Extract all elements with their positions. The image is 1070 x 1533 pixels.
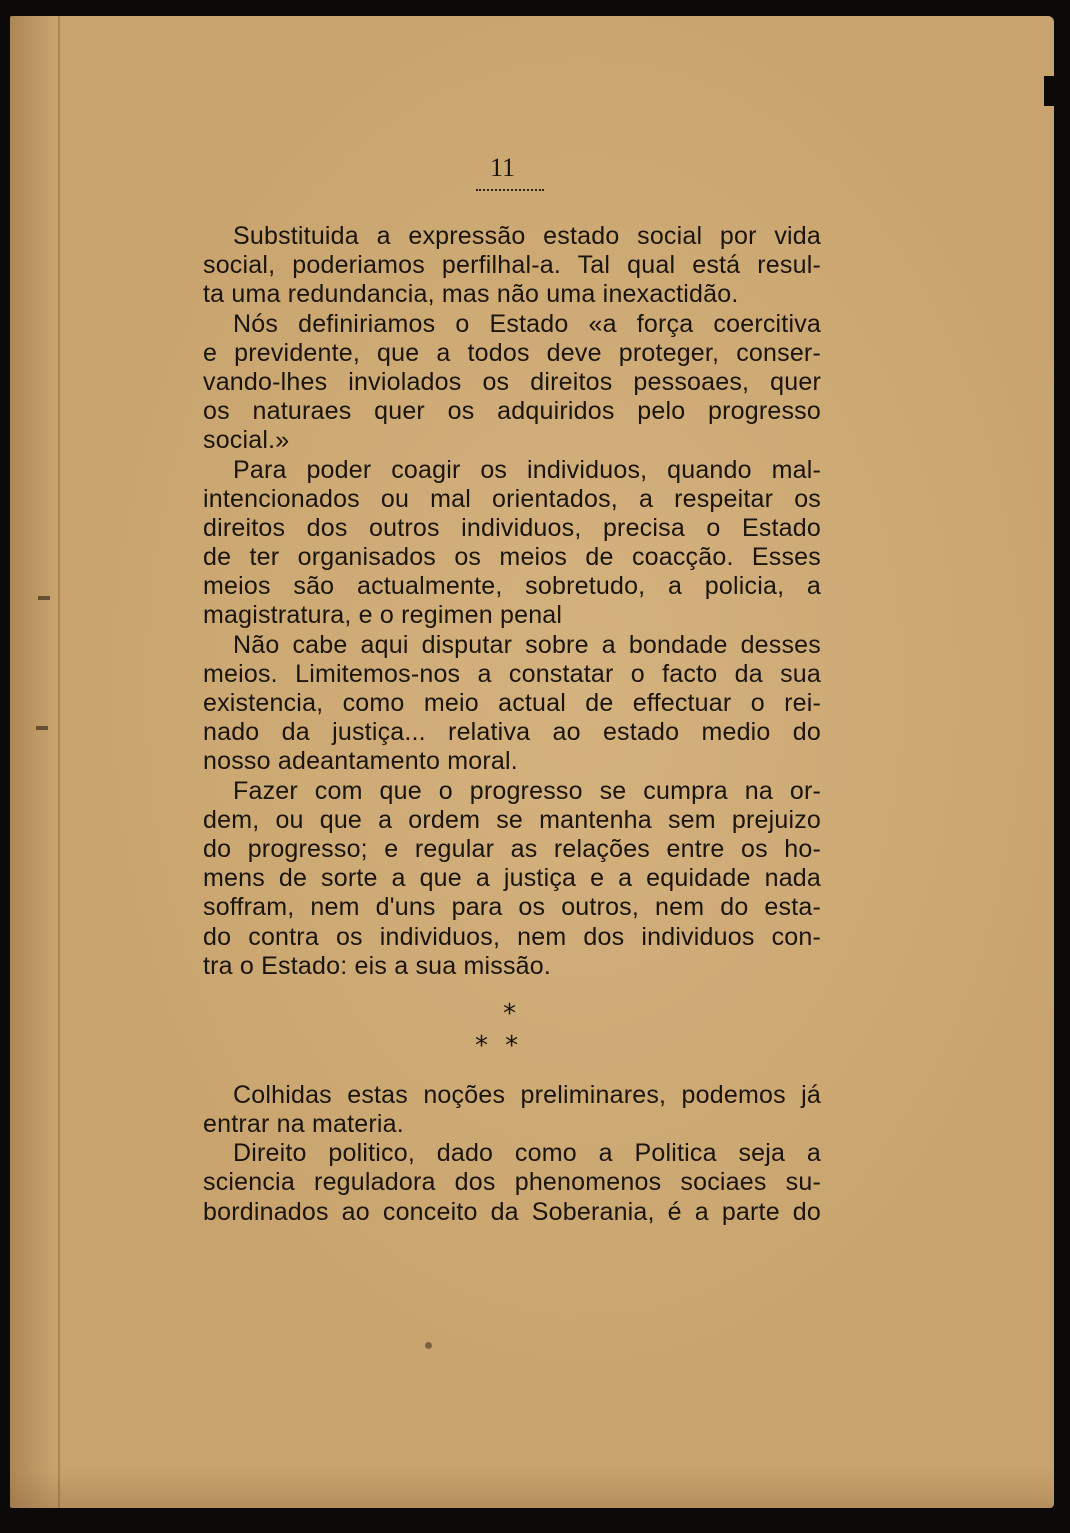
text-line: dem, ou que a ordem se mantenha sem prejuizo bbox=[203, 805, 821, 834]
separator-asterisk-top: * bbox=[503, 998, 517, 1029]
text-line: Nós definiriamos o Estado «a força coercitiva bbox=[233, 309, 821, 338]
spine-mark bbox=[38, 596, 50, 600]
text-line: Substituida a expressão estado social por vida bbox=[233, 222, 821, 250]
page-number: 11 bbox=[490, 153, 516, 182]
separator-asterisks-bottom: * * bbox=[475, 1030, 519, 1061]
text-line: social, poderiamos perfilhal-a. Tal qual está resul- bbox=[203, 251, 821, 280]
text-line: meios. Limitemos-nos a constatar o facto da sua bbox=[203, 659, 821, 688]
text-line: do progresso; e regular as relações entre os ho- bbox=[203, 834, 821, 863]
text-line: bordinados ao conceito da Soberania, é a parte do bbox=[203, 1197, 821, 1226]
paragraph bbox=[203, 1081, 821, 1139]
text-line: mens de sorte a que a justiça e a equidade nada bbox=[203, 864, 821, 893]
text-line: Não cabe aqui disputar sobre a bondade desses bbox=[233, 630, 821, 659]
paragraph bbox=[203, 631, 821, 777]
text-line: nosso adeantamento moral. bbox=[203, 747, 518, 776]
text-line: Para poder coagir os individuos, quando mal- bbox=[233, 455, 821, 484]
section-separator bbox=[203, 981, 821, 1081]
spine-mark bbox=[36, 726, 48, 730]
text-line: nado da justiça... relativa ao estado medio do bbox=[203, 718, 821, 747]
text-line: direitos dos outros individuos, precisa o Estado bbox=[203, 513, 821, 542]
text-line: vando-lhes inviolados os direitos pessoaes, quer bbox=[203, 367, 821, 396]
text-line: tra o Estado: eis a sua missão. bbox=[203, 951, 552, 980]
text-block-before-separator bbox=[203, 222, 821, 981]
paragraph bbox=[203, 222, 821, 310]
paragraph bbox=[203, 1139, 821, 1227]
page-edge-notch bbox=[1044, 76, 1054, 106]
text-line: Direito politico, dado como a Politica seja a bbox=[233, 1139, 821, 1168]
text-block-after-separator bbox=[203, 1081, 821, 1227]
text-line: ta uma redundancia, mas não uma inexactidão. bbox=[203, 280, 739, 309]
page-number-rule bbox=[476, 189, 544, 191]
ink-spot bbox=[425, 1342, 432, 1349]
text-line: intencionados ou mal orientados, a respeitar os bbox=[203, 484, 821, 513]
paragraph bbox=[203, 456, 821, 631]
text-line: Fazer com que o progresso se cumpra na or- bbox=[233, 776, 821, 805]
text-line: do contra os individuos, nem dos individuos con- bbox=[203, 922, 821, 951]
text-line: os naturaes quer os adquiridos pelo progresso bbox=[203, 397, 821, 426]
text-line: entrar na materia. bbox=[203, 1110, 404, 1139]
text-line: e previdente, que a todos deve proteger, conser- bbox=[203, 338, 821, 367]
text-line: existencia, como meio actual de effectuar o rei- bbox=[203, 689, 821, 717]
text-line: magistratura, e o regimen penal bbox=[203, 601, 563, 630]
text-line: social.» bbox=[203, 426, 290, 455]
page-fold-line bbox=[58, 16, 60, 1508]
text-line: Colhidas estas noções preliminares, podemos já bbox=[233, 1080, 821, 1109]
text-line: meios são actualmente, sobretudo, a policia, a bbox=[203, 572, 821, 601]
text-line: sciencia reguladora dos phenomenos sociaes su- bbox=[203, 1168, 821, 1197]
text-line: de ter organisados os meios de coacção. Esses bbox=[203, 543, 821, 572]
text-line: soffram, nem d'uns para os outros, nem do esta- bbox=[203, 893, 821, 922]
body-text bbox=[203, 222, 821, 1227]
paragraph bbox=[203, 777, 821, 981]
paragraph bbox=[203, 310, 821, 456]
